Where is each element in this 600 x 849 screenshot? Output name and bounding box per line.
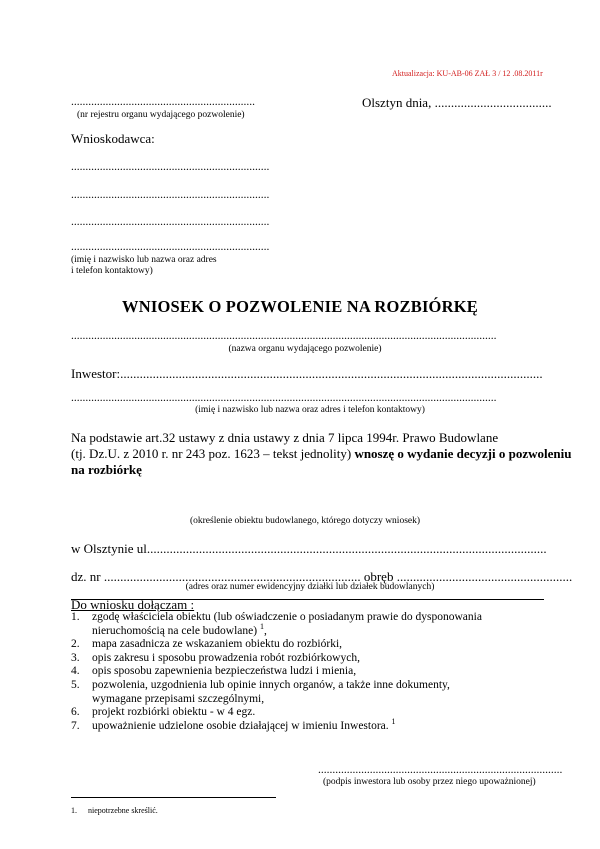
applicant-caption-1: (imię i nazwisko lub nazwa oraz adres bbox=[71, 255, 217, 265]
registry-number-caption: (nr rejestru organu wydającego pozwolenie) bbox=[77, 110, 245, 120]
legal-basis-citation: (tj. Dz.U. z 2010 r. nr 243 poz. 1623 – tekst jednolity) bbox=[71, 446, 355, 461]
attachment-item-5: 5. pozwolenia, uzgodnienia lub opinie innych organów, a także inne dokumenty, wymagane przepisami szczególnymi, bbox=[71, 678, 450, 705]
footnote-text: niepotrzebne skreślić. bbox=[88, 806, 158, 815]
applicant-line-3[interactable]: ..................................................................... bbox=[71, 216, 270, 228]
legal-basis-line-1: Na podstawie art.32 ustawy z dnia ustawy z dnia 7 lipca 1994r. Prawo Budowlane bbox=[71, 430, 499, 445]
attachment-item-1: 1. zgodę właściciela obiektu (lub oświadczenie o posiadanym prawie do dysponowania nieruchomością na cele budowlane) $^1$, bbox=[71, 611, 482, 637]
address-caption: (adres oraz numer ewidencyjny działki lub działek budowlanych) bbox=[185, 582, 435, 592]
attachment-item-2: 2. mapa zasadnicza ze wskazaniem obiektu do rozbiórki, bbox=[71, 638, 343, 651]
applicant-caption-2: i telefon kontaktowy) bbox=[71, 266, 153, 276]
request-statement: wnoszę o wydanie decyzji o pozwoleniu bbox=[354, 446, 572, 461]
attachments-heading: Do wniosku dołączam : bbox=[71, 597, 195, 612]
registry-number-field[interactable]: ................................................................ bbox=[71, 96, 255, 108]
applicant-line-2[interactable]: ..................................................................... bbox=[71, 189, 270, 201]
attachment-item-6: 6. projekt rozbiórki obiektu - w 4 egz. bbox=[71, 706, 256, 719]
investor-caption: (imię i nazwisko lub nazwa oraz adres i telefon kontaktowy) bbox=[195, 405, 425, 415]
signature-caption: (podpis inwestora lub osoby przez niego upoważnionej) bbox=[323, 777, 536, 787]
plot-number-field[interactable]: dz. nr ............................................................................... obręb ...................................................... bbox=[71, 569, 573, 584]
request-statement-end: na rozbiórkę bbox=[71, 462, 142, 477]
applicant-label: Wnioskodawca: bbox=[71, 131, 155, 146]
footnote-divider bbox=[71, 797, 276, 798]
object-caption: (określenie obiektu budowlanego, którego dotyczy wniosek) bbox=[189, 516, 421, 526]
legal-basis-line-2 bbox=[71, 446, 571, 462]
authority-field[interactable]: .................................................................................................................................................... bbox=[71, 330, 497, 342]
attachment-item-7: 7. upoważnienie udzielone osobie działającej w imieniu Inwestora. $^1$ bbox=[71, 716, 396, 732]
footnote-number: 1. bbox=[71, 806, 77, 815]
document-title: WNIOSEK O POZWOLENIE NA ROZBIÓRKĘ bbox=[122, 297, 478, 316]
applicant-line-1[interactable]: ..................................................................... bbox=[71, 161, 270, 173]
attachment-item-4: 4. opis sposobu zapewnienia bezpieczeństwa ludzi i mienia, bbox=[71, 665, 357, 678]
applicant-line-4[interactable]: ..................................................................... bbox=[71, 241, 270, 253]
signature-field[interactable]: ..................................................................................... bbox=[318, 764, 563, 776]
city-date-field[interactable]: Olsztyn dnia, .................................... bbox=[362, 95, 552, 110]
street-address-field[interactable]: w Olsztynie ul........................................................................................................................... bbox=[71, 541, 547, 556]
attachment-item-3: 3. opis zakresu i sposobu prowadzenia robót rozbiórkowych, bbox=[71, 651, 360, 664]
update-note: Aktualizacja: KU-AB-06 ZAŁ 3 / 12 .08.2011r bbox=[392, 69, 543, 78]
investor-details-field[interactable]: .................................................................................................................................................... bbox=[71, 392, 497, 404]
authority-caption: (nazwa organu wydającego pozwolenie) bbox=[228, 344, 382, 354]
attachments-list bbox=[71, 611, 561, 733]
investor-field[interactable]: Inwestor:.................................................................................................................................. bbox=[71, 366, 543, 381]
